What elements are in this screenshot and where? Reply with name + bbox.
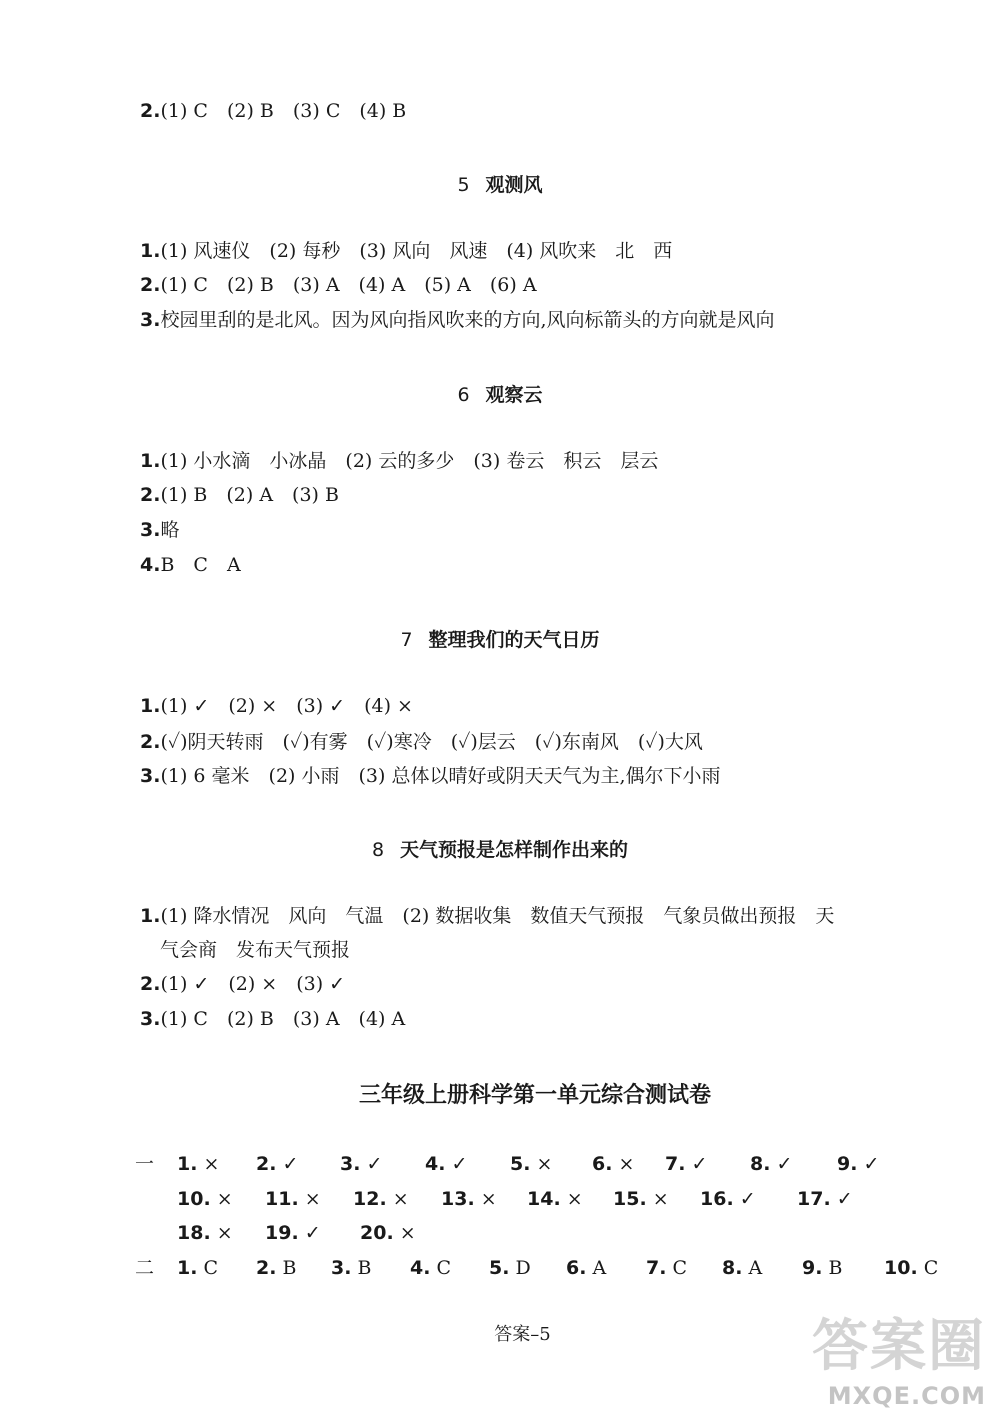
- question-number: 1.: [140, 450, 161, 472]
- question-number: 2.: [140, 100, 161, 122]
- section-number: 5: [457, 174, 470, 196]
- answer-text: (1) ✓ (2) × (3) ✓: [160, 973, 346, 995]
- section-number: 6: [457, 384, 470, 406]
- section-heading-6: [0, 380, 1000, 407]
- question-number: 13.: [441, 1188, 475, 1210]
- question-number: 6.: [592, 1153, 613, 1175]
- question-number: 7.: [665, 1153, 686, 1175]
- answer-text: 略: [160, 519, 180, 541]
- answer-text: ×: [646, 1188, 669, 1210]
- answer-item: [425, 1147, 467, 1181]
- answer-line: [140, 94, 406, 128]
- answer-text: ×: [197, 1153, 220, 1175]
- question-number: 2.: [256, 1257, 277, 1279]
- answer-item: [566, 1251, 606, 1285]
- page-number: 答案–5: [494, 1324, 551, 1345]
- answer-text: B: [276, 1257, 297, 1279]
- answer-text: (1) 降水情况 风向 气温 (2) 数据收集 数值天气预报 气象员做出预报 天: [160, 905, 835, 927]
- question-number: 1.: [140, 905, 161, 927]
- answer-line: [140, 725, 703, 759]
- answer-item: [265, 1216, 321, 1250]
- question-number: 4.: [425, 1153, 446, 1175]
- answer-text: ✓: [857, 1153, 880, 1175]
- answer-item: [489, 1251, 531, 1285]
- section-title: 观察云: [485, 384, 543, 406]
- answer-item: [722, 1251, 762, 1285]
- answer-text: A: [742, 1257, 763, 1279]
- question-number: 2.: [256, 1153, 277, 1175]
- answer-text: (1) 风速仪 (2) 每秒 (3) 风向 风速 (4) 风吹来 北 西: [160, 240, 673, 262]
- answer-item: [613, 1182, 669, 1216]
- answer-text: A: [586, 1257, 607, 1279]
- answer-text: ✓: [445, 1153, 468, 1175]
- answer-text: C: [666, 1257, 688, 1279]
- question-number: 7.: [646, 1257, 667, 1279]
- answer-line-continued: [160, 933, 350, 967]
- section-heading-7: [0, 625, 1000, 652]
- answer-text: B: [351, 1257, 372, 1279]
- watermark-logo: [812, 1302, 986, 1410]
- test-title: 三年级上册科学第一单元综合测试卷: [358, 1082, 711, 1108]
- question-number: 1.: [177, 1257, 198, 1279]
- question-number: 2.: [140, 731, 161, 753]
- answer-line: [140, 268, 537, 302]
- section-heading-8: [0, 835, 1000, 862]
- answer-line: [140, 513, 179, 547]
- answer-item: [700, 1182, 756, 1216]
- question-number: 2.: [140, 274, 161, 296]
- question-number: 3.: [340, 1153, 361, 1175]
- question-number: 16.: [700, 1188, 734, 1210]
- answer-text: 气会商 发布天气预报: [160, 939, 351, 961]
- answer-text: (✓)阴天转雨 (✓)有雾 (✓)寒冷 (✓)层云 (✓)东南风 (✓)大风: [160, 731, 703, 753]
- answer-line: [140, 478, 339, 512]
- answer-text: ×: [298, 1188, 321, 1210]
- question-number: 11.: [265, 1188, 299, 1210]
- watermark-url: MXQE.COM: [827, 1382, 986, 1410]
- answer-item: [441, 1182, 497, 1216]
- part-one-label: 一: [135, 1153, 155, 1175]
- question-number: 20.: [360, 1222, 394, 1244]
- question-number: 9.: [837, 1153, 858, 1175]
- question-number: 3.: [140, 309, 161, 331]
- section-title: 天气预报是怎样制作出来的: [400, 839, 629, 861]
- question-number: 14.: [527, 1188, 561, 1210]
- answer-text: (1) 6 毫米 (2) 小雨 (3) 总体以晴好或阴天天气为主,偶尔下小雨: [160, 765, 721, 787]
- question-number: 10.: [884, 1257, 918, 1279]
- section-heading-5: [0, 170, 1000, 197]
- answer-item: [750, 1147, 792, 1181]
- answer-text: ×: [474, 1188, 497, 1210]
- question-number: 19.: [265, 1222, 299, 1244]
- section-number: 8: [371, 839, 385, 861]
- question-number: 4.: [140, 554, 161, 576]
- answer-text: (1) C (2) B (3) C (4) B: [160, 100, 407, 122]
- answer-item: [837, 1147, 879, 1181]
- answer-text: ×: [210, 1188, 233, 1210]
- answer-item: [527, 1182, 583, 1216]
- answer-text: B: [822, 1257, 843, 1279]
- section-title: 整理我们的天气日历: [428, 629, 600, 651]
- answer-text: B C A: [160, 554, 241, 576]
- question-number: 1.: [140, 695, 161, 717]
- answer-item: [592, 1147, 634, 1181]
- answer-item: [265, 1182, 321, 1216]
- answer-line: [140, 899, 834, 933]
- question-number: 17.: [797, 1188, 831, 1210]
- answer-text: ×: [560, 1188, 583, 1210]
- question-number: 18.: [177, 1222, 211, 1244]
- answer-text: 校园里刮的是北风。因为风向指风吹来的方向,风向标箭头的方向就是风向: [160, 309, 775, 331]
- answer-text: ✓: [733, 1188, 756, 1210]
- answer-text: C: [917, 1257, 939, 1279]
- section-title: 观测风: [485, 174, 543, 196]
- answer-item: [802, 1251, 842, 1285]
- question-number: 1.: [140, 240, 161, 262]
- answer-text: D: [509, 1257, 531, 1279]
- question-number: 2.: [140, 484, 161, 506]
- answer-line: [140, 548, 241, 582]
- answer-text: ×: [210, 1222, 233, 1244]
- answer-text: ✓: [770, 1153, 793, 1175]
- answer-item: [410, 1251, 451, 1285]
- answer-text: C: [430, 1257, 452, 1279]
- question-number: 3.: [140, 765, 161, 787]
- question-number: 10.: [177, 1188, 211, 1210]
- answer-item: [884, 1251, 938, 1285]
- answer-item: [360, 1216, 416, 1250]
- watermark-text: 答案圈: [812, 1314, 986, 1379]
- answer-item: [177, 1147, 219, 1181]
- answer-item: [256, 1147, 298, 1181]
- answer-item: [665, 1147, 707, 1181]
- answer-text: ×: [386, 1188, 409, 1210]
- answer-text: ×: [612, 1153, 635, 1175]
- answer-text: (1) ✓ (2) × (3) ✓ (4) ×: [160, 695, 413, 717]
- answer-item: [177, 1182, 233, 1216]
- answer-item: [510, 1147, 552, 1181]
- answer-text: ✓: [830, 1188, 853, 1210]
- answer-line: [140, 444, 658, 478]
- answer-text: (1) 小水滴 小冰晶 (2) 云的多少 (3) 卷云 积云 层云: [160, 450, 659, 472]
- answer-line: [140, 303, 775, 337]
- question-number: 3.: [331, 1257, 352, 1279]
- answer-line: [140, 759, 720, 793]
- question-number: 2.: [140, 973, 161, 995]
- answer-text: (1) C (2) B (3) A (4) A: [160, 1008, 406, 1030]
- answer-text: ✓: [360, 1153, 383, 1175]
- answer-item: [256, 1251, 296, 1285]
- question-number: 8.: [722, 1257, 743, 1279]
- answer-text: ×: [530, 1153, 553, 1175]
- answer-text: ✓: [276, 1153, 299, 1175]
- answer-text: ✓: [298, 1222, 321, 1244]
- question-number: 9.: [802, 1257, 823, 1279]
- question-number: 6.: [566, 1257, 587, 1279]
- answer-text: (1) C (2) B (3) A (4) A (5) A (6) A: [160, 274, 537, 296]
- question-number: 4.: [410, 1257, 431, 1279]
- answer-item: [331, 1251, 371, 1285]
- answer-item: [353, 1182, 409, 1216]
- answer-line: [140, 1002, 405, 1036]
- question-number: 3.: [140, 1008, 161, 1030]
- answer-line: [140, 967, 345, 1001]
- question-number: 3.: [140, 519, 161, 541]
- question-number: 15.: [613, 1188, 647, 1210]
- part-two-label: 二: [135, 1257, 155, 1279]
- answer-item: [340, 1147, 382, 1181]
- answer-line: [140, 234, 672, 268]
- section-number: 7: [400, 629, 413, 651]
- answer-text: ✓: [685, 1153, 708, 1175]
- answer-line: [140, 689, 413, 723]
- answer-item: [797, 1182, 853, 1216]
- question-number: 5.: [489, 1257, 510, 1279]
- question-number: 1.: [177, 1153, 198, 1175]
- answer-text: C: [197, 1257, 219, 1279]
- answer-item: [177, 1251, 218, 1285]
- question-number: 12.: [353, 1188, 387, 1210]
- answer-text: ×: [393, 1222, 416, 1244]
- question-number: 8.: [750, 1153, 771, 1175]
- answer-item: [177, 1216, 233, 1250]
- answer-text: (1) B (2) A (3) B: [160, 484, 339, 506]
- answer-item: [646, 1251, 687, 1285]
- question-number: 5.: [510, 1153, 531, 1175]
